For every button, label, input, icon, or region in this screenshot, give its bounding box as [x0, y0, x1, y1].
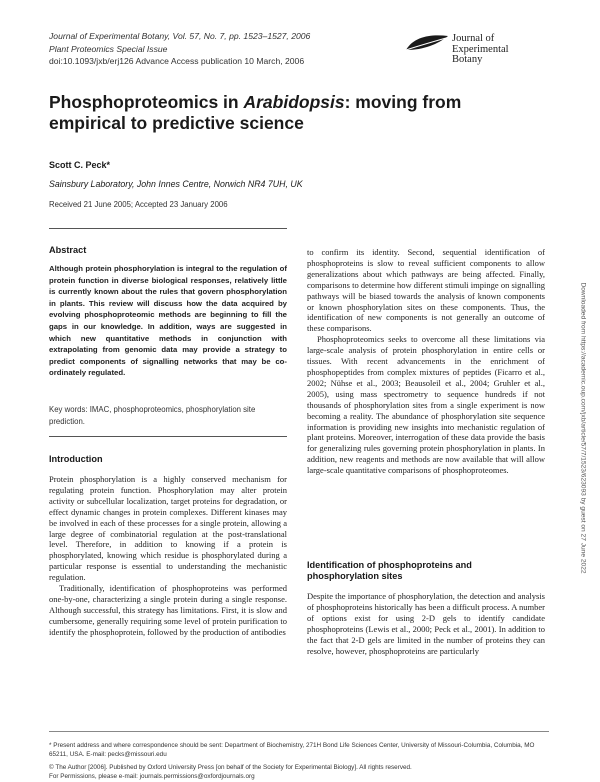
paragraph: Phosphoproteomics seeks to overcome all these limitations via large-scale analysis of protein phosphorylation in entire cells or tissues. With recent advancements in the enrichment of phosphopeptides from complex mixtures of peptides (Ficarro et al., 2002; Nühse et al., 2003; Beausoleil et al., 2004; Gruhler et al., 2005), using mass spectrometry to sequence hundreds if not thousands of phosphorylation sites from a single experiment is now becoming a reality. The abundance of phosphorylation site sequence information is providing new insights into mechanistic regulation of plant proteins. Moreover, interrogation of these data provide the basis for generalizing rules governing protein phosphorylation in plants. In addition, new reagents and methods are now available that will allow large-scale quantitative comparisons of phosphoproteomes.: [307, 334, 545, 476]
author-affiliation: Sainsbury Laboratory, John Innes Centre, Norwich NR4 7UH, UK: [49, 179, 303, 189]
divider: [49, 228, 287, 229]
introduction-heading: Introduction: [49, 454, 103, 464]
right-column-body: [307, 247, 545, 476]
permissions-line: For Permissions, please e-mail: journals.permissions@oxfordjournals.org: [49, 773, 255, 781]
article-title: Phosphoproteomics in Arabidopsis: moving from empirical to predictive science: [49, 92, 462, 133]
abstract-text: Although protein phosphorylation is integral to the regulation of protein function in diverse biological responses, relatively little is currently known about the rules that govern phosphorylation in plants. This review will discuss how the data acquired by evolving phosphoproteomic methods are beginning to fill the gaps in our knowledge. In addition, ways are suggested in which new quantitative methods in conjunction with extrapolating from genomic data may provide a strategy to predict components of signalling networks that may be co-ordinately regulated.: [49, 264, 287, 378]
special-issue: Plant Proteomics Special Issue: [49, 43, 168, 54]
journal-logo: [404, 34, 564, 74]
introduction-body: [49, 474, 287, 638]
doi-line: doi:10.1093/jxb/erj126 Advance Access publication 10 March, 2006: [49, 56, 305, 67]
keywords: Key words: IMAC, phosphoproteomics, phosphorylation site prediction.: [49, 405, 256, 426]
leaf-logo-icon: [404, 34, 450, 74]
abstract-heading: Abstract: [49, 245, 87, 255]
divider: [49, 436, 287, 437]
divider: [49, 731, 549, 732]
paragraph: Traditionally, identification of phosphoproteins was performed one-by-one, characterizing a single protein during a single response. Although successful, this strategy has limitations. First, it is slow and cumbersome, generally requiring some level of protein purification to identify the phosphoprotein, followed by the production of antibodies: [49, 583, 287, 637]
section-heading: Identification of phosphoproteins and phosphorylation sites: [307, 560, 472, 581]
author-name: Scott C. Peck*: [49, 160, 111, 170]
section-body: [307, 591, 545, 656]
paragraph: Despite the importance of phosphorylation, the detection and analysis of phosphoproteins historically has been a difficult process. A number of options exist for using 2-D gels to identify candidate phosphoproteins (Lewis et al., 2000; Peck et al., 2001). In addition to the fact that 2-D gels are limited in the number of proteins they can resolve, however, phosphoproteins are particularly: [307, 591, 545, 656]
received-accepted-dates: Received 21 June 2005; Accepted 23 January 2006: [49, 200, 228, 209]
paragraph: Protein phosphorylation is a highly conserved mechanism for regulating protein function. Phosphorylation may alter protein activity or subcellular localization, target proteins for degradation, or effect dynamic changes in protein complexes. Different kinases may be involved in each of these processes for a single protein, allowing a large degree of combinatorial regulation at the post-translational level. Therefore, in addition to knowing if a protein is phosphorylated, knowing which residue is phosphorylated during a particular response is essential to understanding the mechanistic regulation.: [49, 474, 287, 583]
journal-header: [49, 30, 310, 68]
correspondence-footnote: * Present address and where correspondence should be sent: Department of Biochemistry, 271H Bond Life Sciences Center, University of Missouri-Columbia, Columbia, MO 65211, USA. E-mail: pecks@missouri.edu: [49, 742, 535, 759]
copyright-line: © The Author [2006]. Published by Oxford University Press [on behalf of the Society for Experimental Biology]. All rights reserved.: [49, 763, 412, 771]
download-notice: Downloaded from https://academic.oup.com/jxb/article/57/7/1523/623093 by guest on 27 June 2022: [579, 282, 587, 574]
journal-citation: Journal of Experimental Botany, Vol. 57, No. 7, pp. 1523–1527, 2006: [49, 31, 311, 41]
paragraph: to confirm its identity. Second, sequential identification of phosphoproteins is slow to reveal sufficient components to allow generalizations about which pathways are being affected. Finally, comparisons to determine how different stimuli impinge on signalling pathways will be biased towards the analysis of known components or known phosphorylation sites on these components. Thus, the identification of new components is not generally an outcome of these comparisons.: [307, 247, 545, 334]
logo-text: Journal of Experimental Botany: [452, 33, 509, 65]
footnotes: [49, 741, 549, 782]
